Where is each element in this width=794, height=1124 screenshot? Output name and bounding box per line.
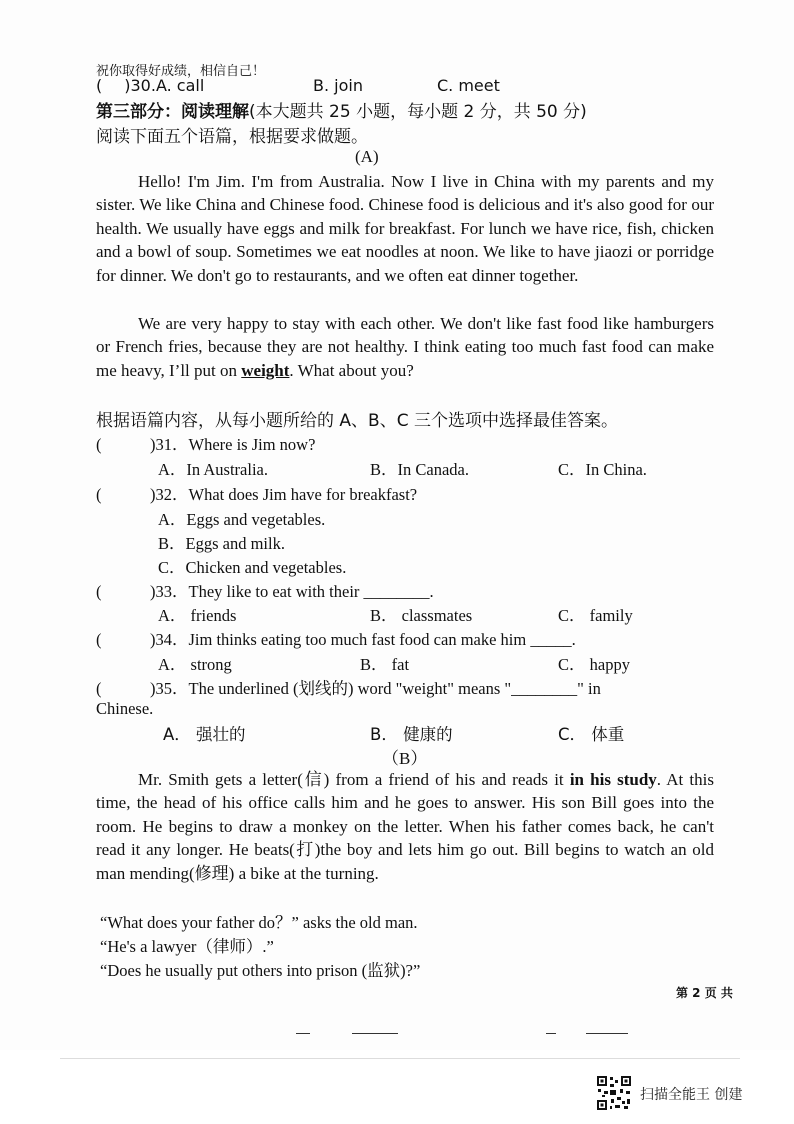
footer-divider bbox=[60, 1058, 740, 1059]
question-text: Jim thinks eating too much fast food can make him _____. bbox=[188, 630, 576, 649]
section-title bbox=[96, 97, 587, 122]
answer-blank: ( bbox=[96, 582, 102, 601]
question-31 bbox=[96, 431, 315, 455]
q30-option-a: A. call bbox=[155, 76, 205, 95]
q32-option-b: B．Eggs and milk. bbox=[158, 534, 285, 553]
divider bbox=[546, 1033, 556, 1034]
passage-b-p1-end: . At this time, the head of his office calls him and he goes to answer. His son Bill goes into the room. He begins to draw a monkey on the letter. When his father comes back, he can't read it any longer. He beats(打)the boy and lets him go out. Bill begins to watch an old man mending(修理) a bike at the turning. bbox=[96, 770, 714, 883]
passage-a-heading: (A) bbox=[355, 147, 379, 166]
question-35-continued: Chinese. bbox=[96, 699, 154, 718]
q31-option-c: C．In China. bbox=[558, 460, 647, 479]
dialog-line-1: “What does your father do？” asks the old man. bbox=[100, 913, 418, 932]
q30-option-c: C. meet bbox=[437, 76, 500, 95]
q30-option-b: B. join bbox=[313, 76, 363, 95]
scanner-brand-text: 扫描全能王 创建 bbox=[640, 1087, 743, 1103]
question-instruction: 根据语篇内容，从每小题所给的 A、B、C 三个选项中选择最佳答案。 bbox=[96, 411, 618, 431]
dialog-line-2: “He's a lawyer（律师）.” bbox=[100, 937, 274, 956]
divider bbox=[352, 1033, 398, 1034]
q31-option-a: A．In Australia. bbox=[158, 460, 268, 479]
q34-option-a: A． strong bbox=[158, 655, 232, 674]
qr-code-icon bbox=[596, 1075, 632, 1111]
passage-a-paragraph-1: Hello! I'm Jim. I'm from Australia. Now I live in China with my parents and my sister. We like China and Chinese food. Chinese food is delicious and it's also good for our health. We usually have eggs and milk for breakfast. For lunch we have rice, fish, chicken and a bowl of soup. Sometimes we eat noodles at noon. We like to have jiaozi or porridge for dinner. We don't go to restaurants, and we often eat dinner together. bbox=[96, 172, 714, 285]
passage-a-p2-start: We are very happy to stay with each other. We don't like fast food like hamburgers or French fries, because they are not healthy. I think eating too much fast food can make me heavy, I’ll put on bbox=[96, 314, 714, 380]
passage-a-p2-end: . What about you? bbox=[289, 360, 414, 380]
question-text: Where is Jim now? bbox=[188, 435, 316, 454]
answer-blank: ( bbox=[96, 485, 102, 504]
answer-blank: ( bbox=[96, 435, 102, 454]
q35-option-c: C． 体重 bbox=[558, 725, 625, 744]
question-33 bbox=[96, 578, 434, 602]
q30-paren: ( bbox=[96, 76, 103, 95]
question-text: What does Jim have for breakfast? bbox=[188, 485, 418, 504]
q35-option-a: A． 强壮的 bbox=[163, 725, 246, 744]
dialog-line-3: “Does he usually put others into prison (监狱)?” bbox=[100, 961, 421, 980]
question-number: )32． bbox=[150, 485, 189, 504]
divider bbox=[296, 1033, 310, 1034]
passage-b-heading: （B） bbox=[382, 749, 428, 768]
question-text: They like to eat with their ________. bbox=[188, 582, 434, 601]
q33-option-c: C． family bbox=[558, 606, 633, 625]
question-text: The underlined (划线的) word "weight" means "________" in bbox=[188, 679, 601, 698]
q33-option-b: B． classmates bbox=[370, 606, 473, 625]
question-number: )33． bbox=[150, 582, 189, 601]
q35-option-b: B． 健康的 bbox=[370, 725, 453, 744]
section-title-note: (本大题共 25 小题，每小题 2 分，共 50 分) bbox=[249, 102, 587, 122]
passage-b-p1-start: Mr. Smith gets a letter(信) from a friend of his and reads it bbox=[138, 770, 570, 789]
q34-option-c: C． happy bbox=[558, 655, 630, 674]
q32-option-a: A．Eggs and vegetables. bbox=[158, 510, 326, 529]
reading-instruction: 阅读下面五个语篇，根据要求做题。 bbox=[96, 127, 368, 147]
passage-b-paragraph-1 bbox=[96, 768, 714, 885]
q32-option-c: C．Chicken and vegetables. bbox=[158, 558, 347, 577]
question-30 bbox=[96, 76, 500, 95]
question-number: )34． bbox=[150, 630, 189, 649]
q31-option-b: B．In Canada. bbox=[370, 460, 469, 479]
question-32 bbox=[96, 481, 417, 505]
passage-a-paragraph-2 bbox=[96, 312, 714, 382]
q30-num: )30. bbox=[124, 76, 156, 95]
answer-blank: ( bbox=[96, 630, 102, 649]
answer-blank: ( bbox=[96, 679, 102, 698]
q34-option-b: B． fat bbox=[360, 655, 410, 674]
underlined-word: weight bbox=[241, 360, 290, 380]
motto: 祝你取得好成绩，相信自己！ bbox=[96, 64, 266, 79]
question-number: )31． bbox=[150, 435, 189, 454]
question-number: )35． bbox=[150, 679, 189, 698]
question-35 bbox=[96, 675, 601, 699]
bold-phrase: in his study bbox=[569, 770, 657, 789]
question-34 bbox=[96, 626, 576, 650]
q33-option-a: A． friends bbox=[158, 606, 237, 625]
section-title-main: 第三部分：阅读理解 bbox=[96, 102, 249, 122]
page-number: 第 2 页 共 bbox=[676, 986, 733, 1000]
divider bbox=[586, 1033, 628, 1034]
